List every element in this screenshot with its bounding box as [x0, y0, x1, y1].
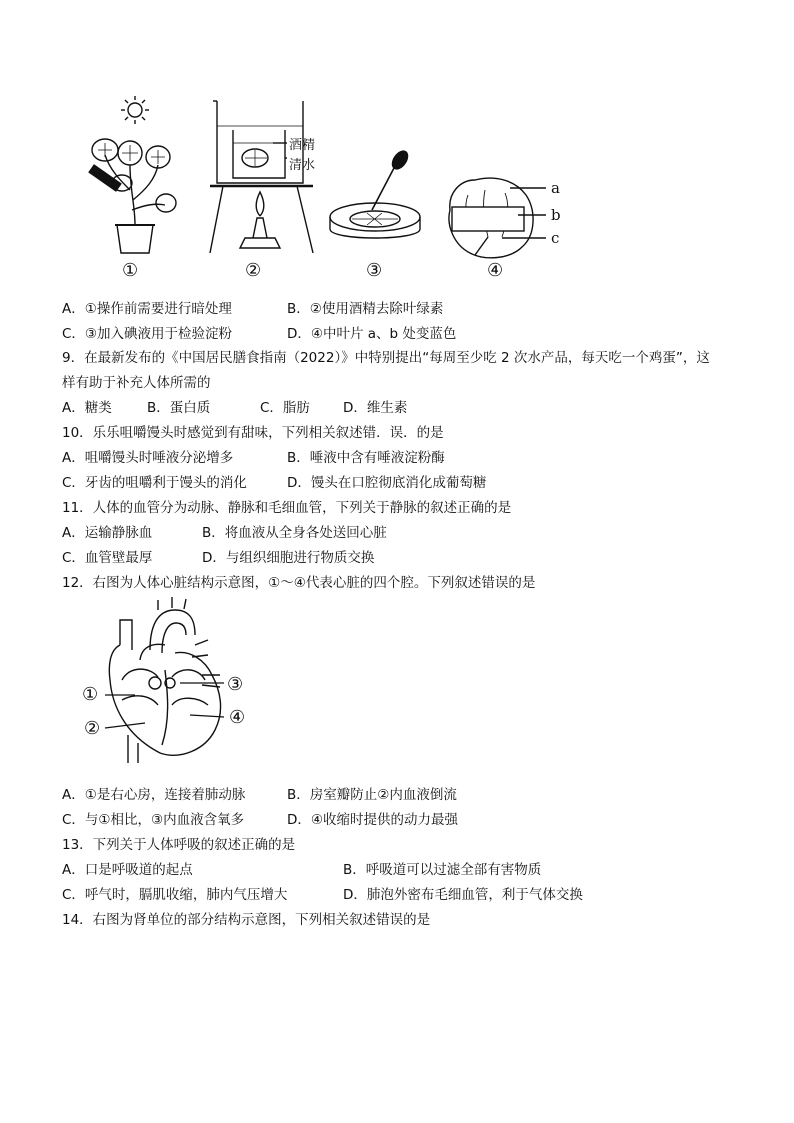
heart-label-1: ① — [82, 684, 99, 705]
q8-option-d: D．④中叶片 a、b 处变蓝色 — [287, 326, 457, 342]
q12-option-b: B．房室瓣防止②内血液倒流 — [287, 787, 457, 803]
q12-option-d: D．④收缩时提供的动力最强 — [287, 812, 458, 828]
leaf-label-b: b — [551, 206, 561, 224]
q11-option-b: B．将血液从全身各处送回心脏 — [202, 525, 387, 541]
q12-option-a: A．①是右心房，连接着肺动脉 — [62, 787, 246, 803]
q13-option-a: A．口是呼吸道的起点 — [62, 862, 193, 878]
sun-icon — [121, 96, 149, 124]
petri-dish-illustration — [322, 145, 432, 250]
q11-option-d: D．与组织细胞进行物质交换 — [202, 550, 375, 566]
black-paper-strip — [88, 164, 122, 192]
q10-option-a: A．咀嚼馒头时唾液分泌增多 — [62, 450, 234, 466]
q9-option-a: A．糖类 — [62, 400, 112, 416]
q9-option-b: B．蛋白质 — [147, 400, 211, 416]
q13-option-d: D．肺泡外密布毛细血管，利于气体交换 — [343, 887, 583, 903]
q8-option-b: B．②使用酒精去除叶绿素 — [287, 301, 444, 317]
beaker-label-alcohol: 酒精 — [289, 138, 316, 153]
panel-label-4: ④ — [487, 260, 504, 281]
q8-option-c: C．③加入碘液用于检验淀粉 — [62, 326, 233, 342]
water-bath-illustration — [205, 98, 335, 258]
q9-option-c: C．脂肪 — [260, 400, 310, 416]
q10-option-c: C．牙齿的咀嚼利于馒头的消化 — [62, 475, 247, 491]
heart-label-3: ③ — [227, 674, 244, 695]
q13-stem: 13．下列关于人体呼吸的叙述正确的是 — [62, 837, 296, 853]
q11-option-c: C．血管壁最厚 — [62, 550, 153, 566]
panel-label-1: ① — [122, 260, 139, 281]
q9-stem-line1: 9．在最新发布的《中国居民膳食指南（2022）》中特别提出“每周至少吃 2 次水产品，每天吃一个鸡蛋”，这 — [62, 350, 710, 366]
q9-option-d: D．维生素 — [343, 400, 408, 416]
leaf-label-c: c — [551, 229, 560, 247]
q9-stem-line2: 样有助于补充人体所需的 — [62, 375, 211, 391]
panel-label-3: ③ — [366, 260, 383, 281]
leaf-label-a: a — [551, 179, 560, 197]
beaker-label-water: 清水 — [289, 158, 316, 173]
q13-option-c: C．呼气时，膈肌收缩，肺内气压增大 — [62, 887, 288, 903]
heart-label-2: ② — [84, 718, 101, 739]
panel-label-2: ② — [245, 260, 262, 281]
q8-option-a: A．①操作前需要进行暗处理 — [62, 301, 232, 317]
q11-stem: 11．人体的血管分为动脉、静脉和毛细血管，下列关于静脉的叙述正确的是 — [62, 500, 512, 516]
q14-stem: 14．右图为肾单位的部分结构示意图，下列相关叙述错误的是 — [62, 912, 431, 928]
q10-stem: 10．乐乐咀嚼馒头时感觉到有甜味，下列相关叙述错．误．的是 — [62, 425, 444, 441]
q11-option-a: A．运输静脉血 — [62, 525, 153, 541]
heart-label-4: ④ — [229, 707, 246, 728]
q10-option-b: B．唾液中含有唾液淀粉酶 — [287, 450, 445, 466]
q10-option-d: D．馒头在口腔彻底消化成葡萄糖 — [287, 475, 487, 491]
q12-option-c: C．与①相比，③内血液含氧多 — [62, 812, 245, 828]
q12-stem: 12．右图为人体心脏结构示意图，①～④代表心脏的四个腔。下列叙述错误的是 — [62, 575, 536, 591]
q13-option-b: B．呼吸道可以过滤全部有害物质 — [343, 862, 542, 878]
potted-plant-illustration — [80, 95, 180, 260]
